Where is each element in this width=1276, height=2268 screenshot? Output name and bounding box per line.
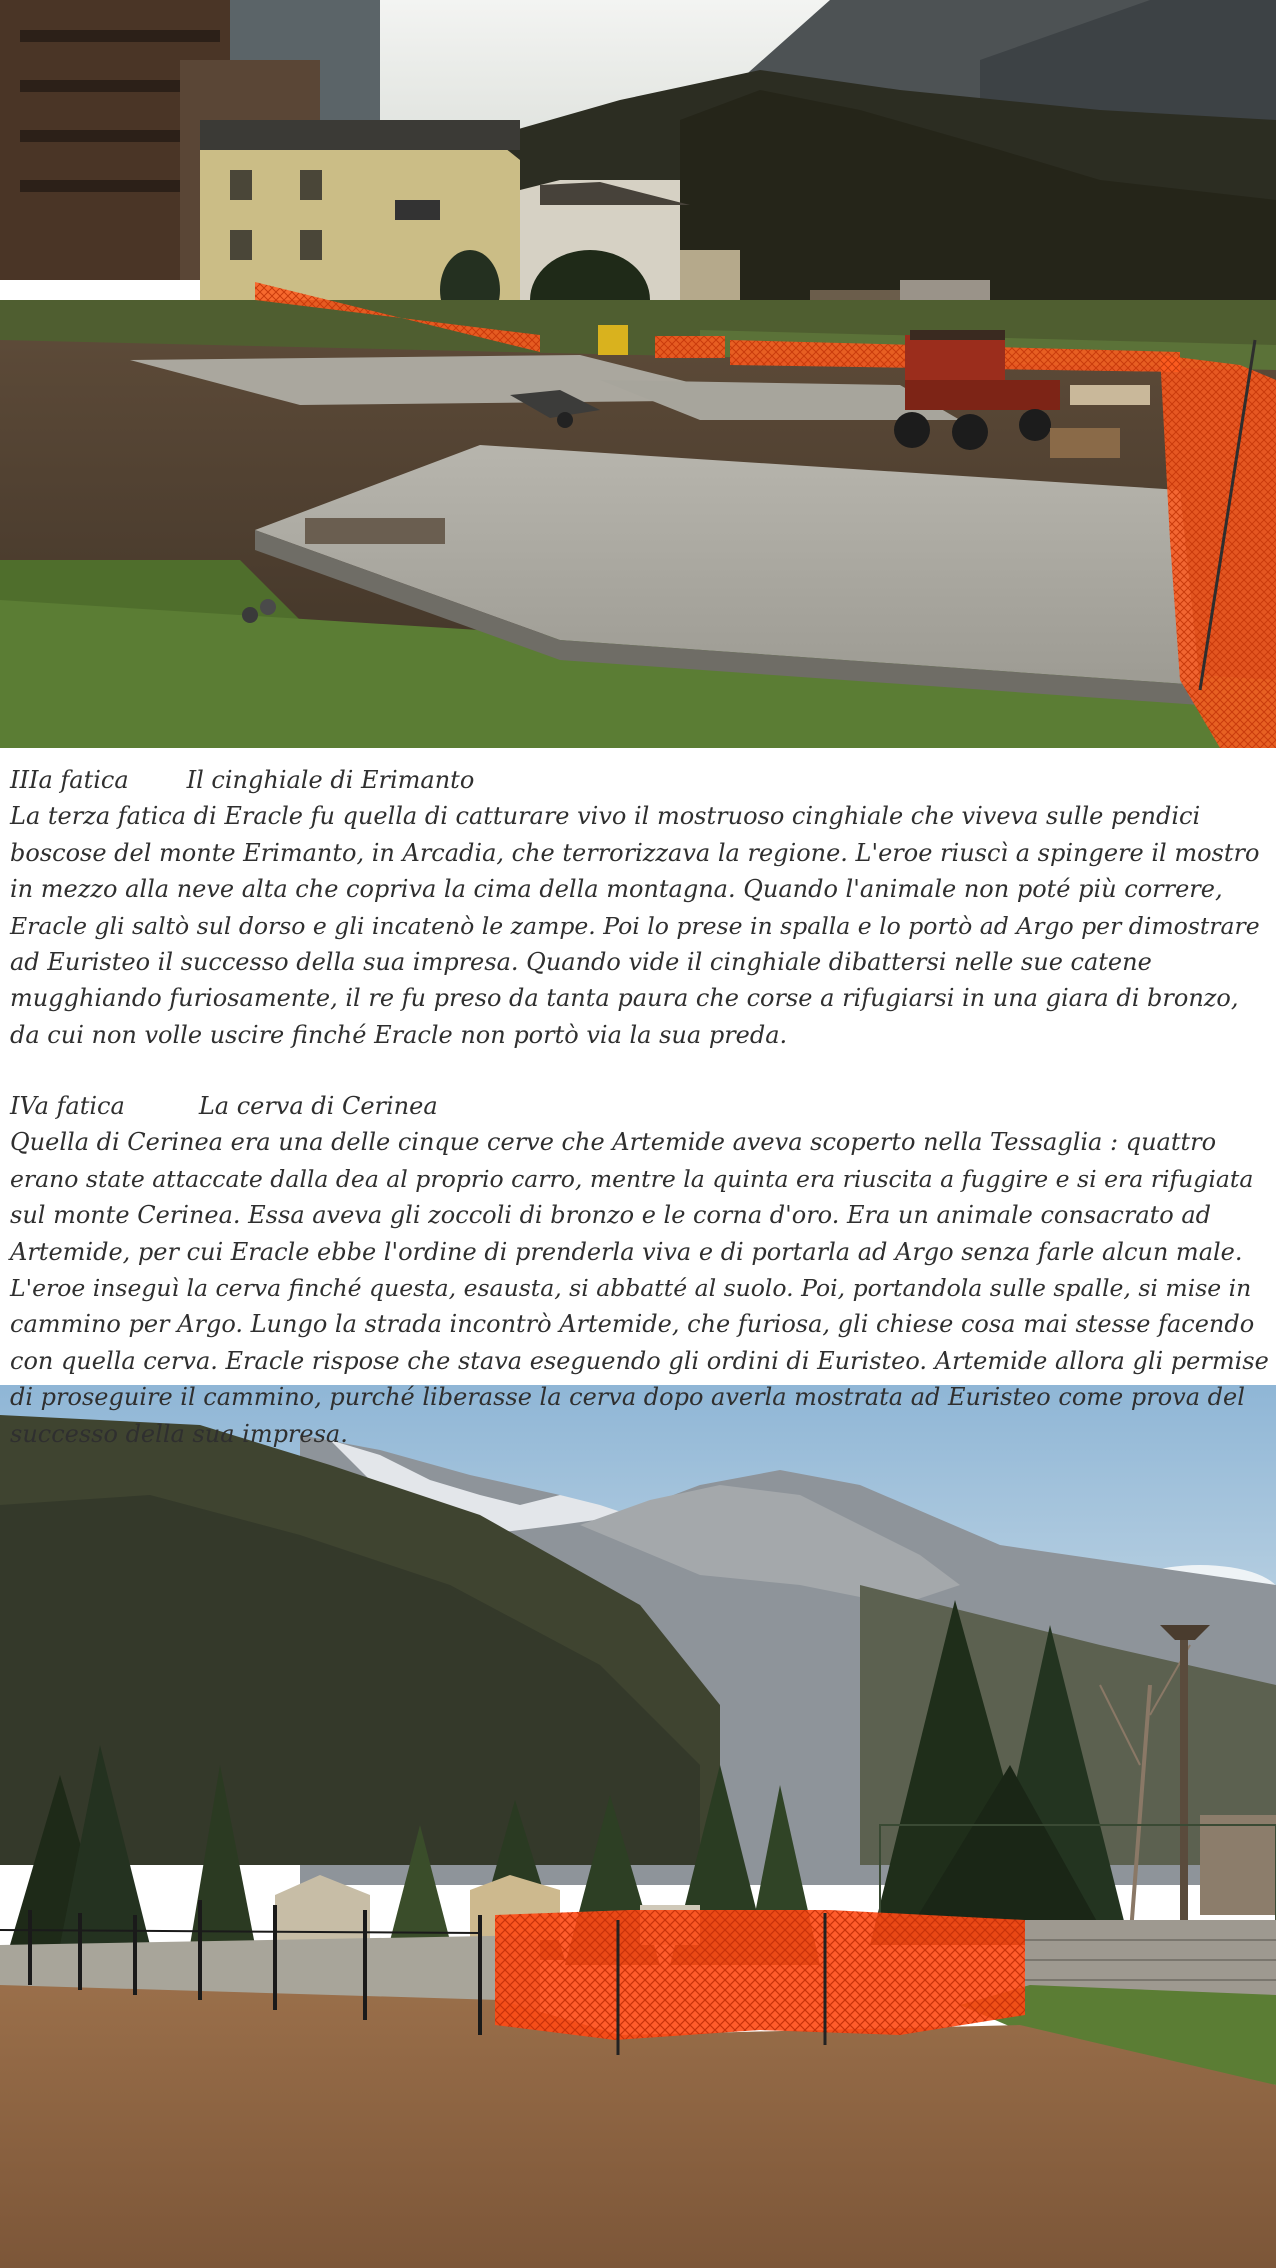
chapter-3-title: Il cinghiale di Erimanto [186, 766, 475, 794]
chapter-4-line: erano state attaccate dalla dea al proprio carro, mentre la quinta era riuscita a fuggire e si era rifugiata [10, 1164, 1254, 1193]
chapter-4-line: cammino per Argo. Lungo la strada incontrò Artemide, che furiosa, gli chiese cosa mai stesse facendo [10, 1310, 1255, 1339]
chapter-3-heading [10, 762, 1270, 798]
chapter-4-line: L'eroe inseguì la cerva finché questa, esausta, si abbatté al suolo. Poi, portandola sulle spalle, si mise in [10, 1274, 1252, 1303]
chapter-4-line: con quella cerva. Eracle rispose che stava eseguendo gli ordini di Euristeo. Artemide allora gli permise [10, 1346, 1269, 1375]
chapter-4-line: Quella di Cerinea era una delle cinque cerve che Artemide aveva scoperto nella Tessaglia : quattro [10, 1128, 1217, 1157]
chapter-4-title: La cerva di Cerinea [198, 1092, 438, 1120]
chapter-3-line: Eracle gli saltò sul dorso e gli incatenò le zampe. Poi lo prese in spalla e lo portò ad Argo per dimostrare [10, 911, 1260, 940]
chapter-4-number: IVa fatica [10, 1092, 125, 1120]
chapter-4-text [10, 1124, 1270, 1452]
chapter-3-line: ad Euristeo il successo della sua impresa. Quando vide il cinghiale dibattersi nelle sue catene [10, 948, 1152, 977]
chapter-4-line: successo della sua impresa. [10, 1419, 348, 1448]
chapter-4 [10, 1088, 1270, 1452]
chapter-3-line: La terza fatica di Eracle fu quella di catturare vivo il mostruoso cinghiale che viveva sulle pendici [10, 802, 1201, 831]
chapter-3-line: da cui non volle uscire finché Eracle non portò via la sua preda. [10, 1020, 788, 1049]
chapter-4-line: Artemide, per cui Eracle ebbe l'ordine di prenderla viva e di portarla ad Argo senza farle alcun male. [10, 1237, 1243, 1266]
construction-site-illustration [0, 0, 1276, 748]
chapter-4-line: sul monte Cerinea. Essa aveva gli zoccoli di bronzo e le corna d'oro. Era un animale consacrato ad [10, 1201, 1212, 1230]
chapter-3-line: boscose del monte Erimanto, in Arcadia, che terrorizzava la regione. L'eroe riuscì a spingere il mostro [10, 838, 1260, 867]
valley-fence-photo [0, 1385, 1276, 2268]
chapter-3-line: in mezzo alla neve alta che copriva la cima della montagna. Quando l'animale non poté più correre, [10, 875, 1223, 904]
chapter-3-line: mugghiando furiosamente, il re fu preso da tanta paura che corse a rifugiarsi in una giara di bronzo, [10, 984, 1239, 1013]
chapter-3-text [10, 798, 1270, 1053]
chapter-4-line: di proseguire il cammino, purché liberasse la cerva dopo averla mostrata ad Euristeo come prova del [10, 1383, 1245, 1412]
chapter-3-number: IIIa fatica [10, 766, 129, 794]
valley-illustration [0, 1385, 1276, 2268]
chapter-4-heading [10, 1088, 1270, 1124]
chapter-3 [10, 762, 1270, 1053]
construction-site-photo [0, 0, 1276, 748]
